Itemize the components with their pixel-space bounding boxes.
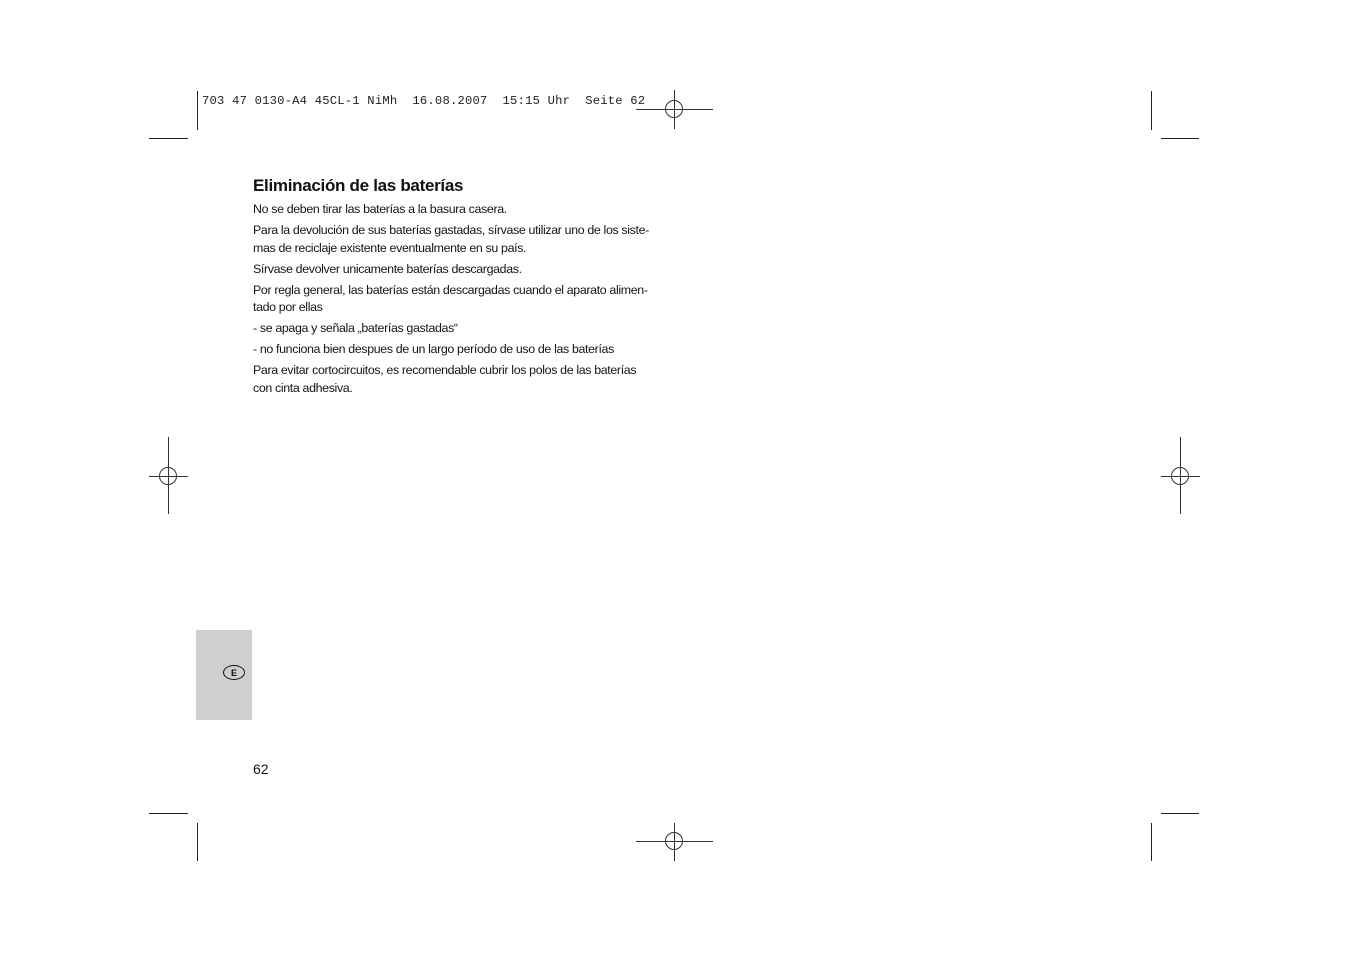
section-title: Eliminación de las baterías [253, 176, 464, 195]
paragraph: Sírvase devolver unicamente baterías descargadas. [253, 261, 522, 276]
list-item: - no funciona bien despues de un largo período de uso de las baterías [253, 342, 614, 356]
crop-mark [1161, 813, 1199, 814]
list-item: - se apaga y señala „baterías gastadas“ [253, 321, 458, 335]
paragraph: Por regla general, las baterías están descargadas cuando el aparato alimen- tado por ellas [253, 282, 648, 314]
crop-mark [149, 813, 188, 814]
crop-mark [197, 91, 198, 130]
paragraph: No se deben tirar las baterías a la basura casera. [253, 202, 507, 216]
crop-mark [1151, 823, 1152, 861]
crop-mark [1151, 91, 1152, 130]
crop-mark [1161, 138, 1199, 139]
language-badge: E [223, 665, 245, 680]
crop-mark [197, 823, 198, 861]
battery-disposal-section [253, 176, 693, 401]
page-number: 62 [253, 761, 269, 777]
print-slug: 703 47 0130-A4 45CL-1 NiMh 16.08.2007 15:15 Uhr Seite 62 [202, 94, 646, 108]
paragraph: Para evitar cortocircuitos, es recomendable cubrir los polos de las baterías con cinta adhesiva. [253, 363, 637, 395]
paragraph: Para la devolución de sus baterías gastadas, sírvase utilizar uno de los siste- mas de reciclaje existente eventualmente en su país. [253, 223, 649, 255]
crop-mark [149, 138, 188, 139]
